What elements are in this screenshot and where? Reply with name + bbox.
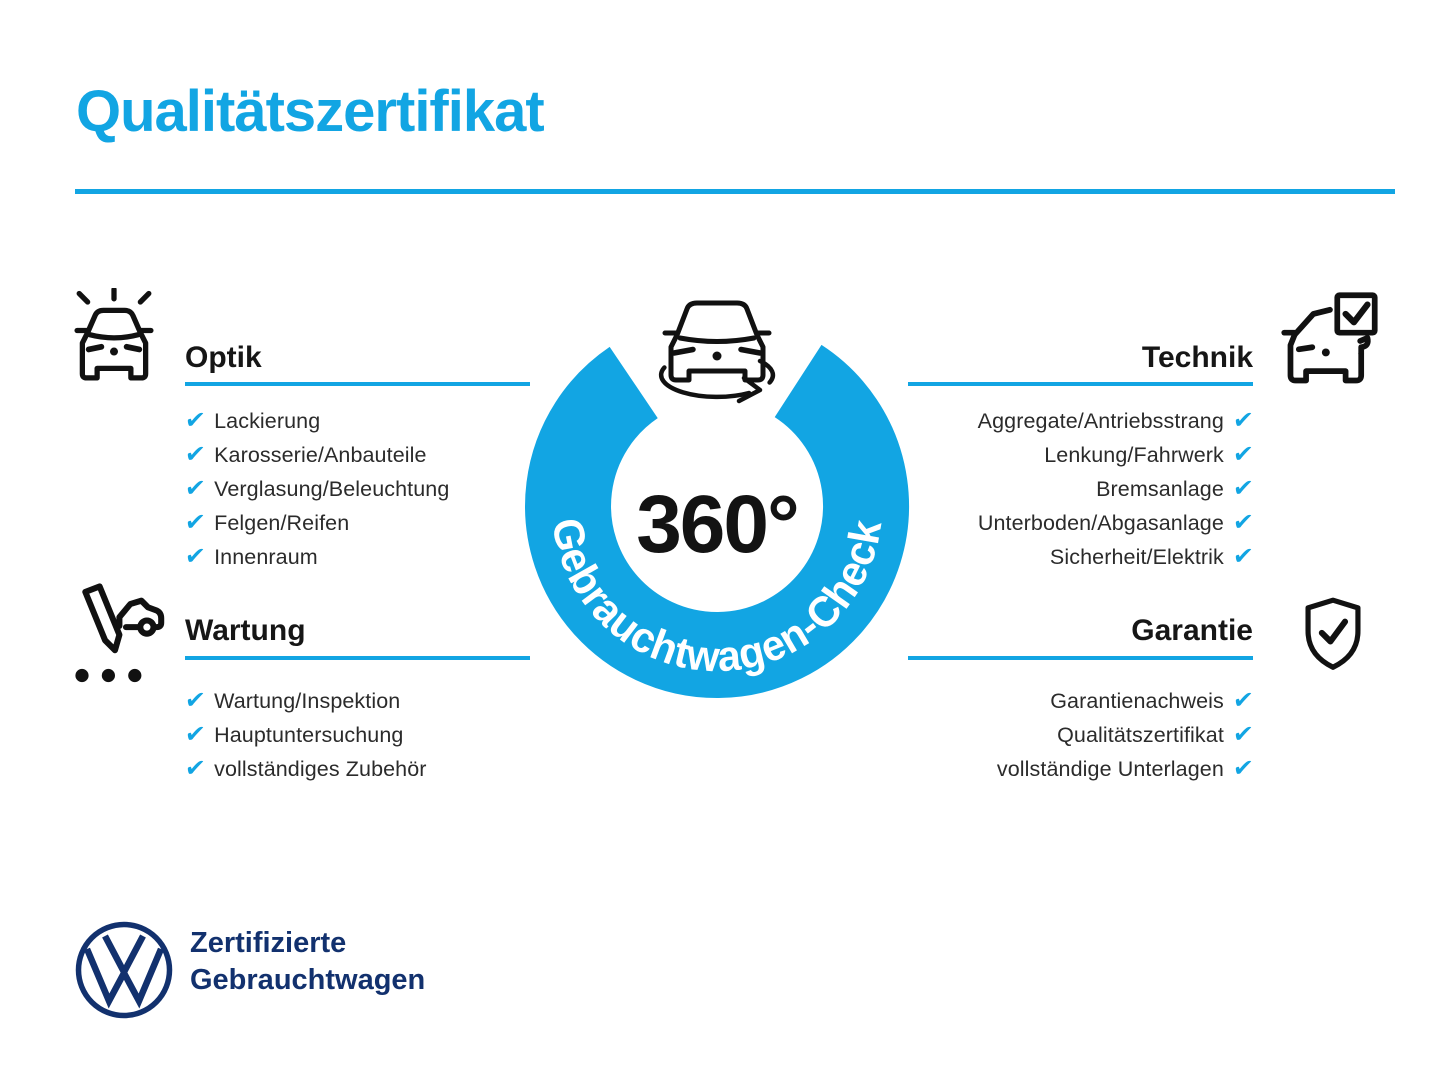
service-checklist-icon bbox=[60, 582, 170, 692]
footer-brand-line2: Gebrauchtwagen bbox=[190, 964, 426, 996]
checklist-item bbox=[185, 684, 427, 718]
check-icon: ✔ bbox=[1231, 543, 1255, 570]
checklist-item-label: Felgen/Reifen bbox=[214, 510, 350, 535]
checklist-item bbox=[185, 404, 449, 438]
checklist-item-label: Unterboden/Abgasanlage bbox=[977, 510, 1224, 535]
degree-label: 360° bbox=[636, 479, 798, 570]
checklist-item-label: Verglasung/Beleuchtung bbox=[214, 476, 450, 501]
checklist-item bbox=[185, 472, 449, 506]
checklist-item-label: Garantienachweis bbox=[1050, 688, 1224, 713]
checklist-optik bbox=[185, 404, 449, 574]
checklist-item-label: Lackierung bbox=[214, 408, 321, 433]
360-check-badge bbox=[490, 260, 950, 730]
check-icon: ✔ bbox=[183, 509, 207, 536]
checklist-item-label: Aggregate/Antriebsstrang bbox=[977, 408, 1224, 433]
rotating-car-icon bbox=[661, 303, 773, 401]
title-divider bbox=[75, 189, 1395, 194]
section-underline-garantie bbox=[908, 656, 1253, 660]
check-icon: ✔ bbox=[1231, 441, 1255, 468]
section-title-garantie: Garantie bbox=[1131, 614, 1253, 647]
checklist-item-label: Sicherheit/Elektrik bbox=[1049, 544, 1224, 569]
check-icon: ✔ bbox=[1231, 407, 1255, 434]
car-checkbox-icon bbox=[1278, 287, 1382, 395]
check-icon: ✔ bbox=[183, 407, 207, 434]
check-icon: ✔ bbox=[183, 475, 207, 502]
check-icon: ✔ bbox=[1231, 475, 1255, 502]
check-icon: ✔ bbox=[1231, 721, 1255, 748]
section-title-technik: Technik bbox=[1141, 341, 1253, 374]
section-title-wartung: Wartung bbox=[185, 614, 306, 647]
section-underline-wartung bbox=[185, 656, 530, 660]
checklist-item-label: vollständige Unterlagen bbox=[996, 756, 1224, 781]
check-icon: ✔ bbox=[1231, 755, 1255, 782]
checklist-item-label: Hauptuntersuchung bbox=[214, 722, 404, 747]
shiny-car-icon bbox=[56, 288, 172, 394]
section-title-optik: Optik bbox=[185, 341, 262, 374]
checklist-item bbox=[185, 540, 449, 574]
page-title: Qualitätszertifikat bbox=[76, 79, 544, 144]
checklist-item bbox=[185, 752, 427, 786]
checklist-item-label: Wartung/Inspektion bbox=[214, 688, 401, 713]
ring-label: Gebrauchtwagen-Check bbox=[542, 514, 892, 682]
footer-brand-line1: Zertifizierte bbox=[190, 927, 347, 959]
check-icon: ✔ bbox=[1231, 509, 1255, 536]
checklist-item-label: Karosserie/Anbauteile bbox=[214, 442, 427, 467]
checklist-item bbox=[838, 752, 1253, 786]
check-icon: ✔ bbox=[183, 721, 207, 748]
checklist-wartung bbox=[185, 684, 427, 786]
section-underline-optik bbox=[185, 382, 530, 386]
vw-logo bbox=[74, 920, 174, 1020]
checklist-item bbox=[185, 438, 449, 472]
footer-brand bbox=[190, 925, 425, 999]
check-icon: ✔ bbox=[183, 687, 207, 714]
check-icon: ✔ bbox=[1231, 687, 1255, 714]
checklist-item-label: Qualitätszertifikat bbox=[1057, 722, 1224, 747]
shield-check-icon bbox=[1290, 590, 1376, 686]
checklist-item-label: Innenraum bbox=[214, 544, 318, 569]
checklist-item-label: Bremsanlage bbox=[1096, 476, 1224, 501]
check-icon: ✔ bbox=[183, 543, 207, 570]
checklist-item-label: Lenkung/Fahrwerk bbox=[1044, 442, 1224, 467]
checklist-item bbox=[185, 506, 449, 540]
check-icon: ✔ bbox=[183, 755, 207, 782]
checklist-item-label: vollständiges Zubehör bbox=[214, 756, 427, 781]
checklist-item bbox=[185, 718, 427, 752]
check-icon: ✔ bbox=[183, 441, 207, 468]
section-underline-technik bbox=[908, 382, 1253, 386]
